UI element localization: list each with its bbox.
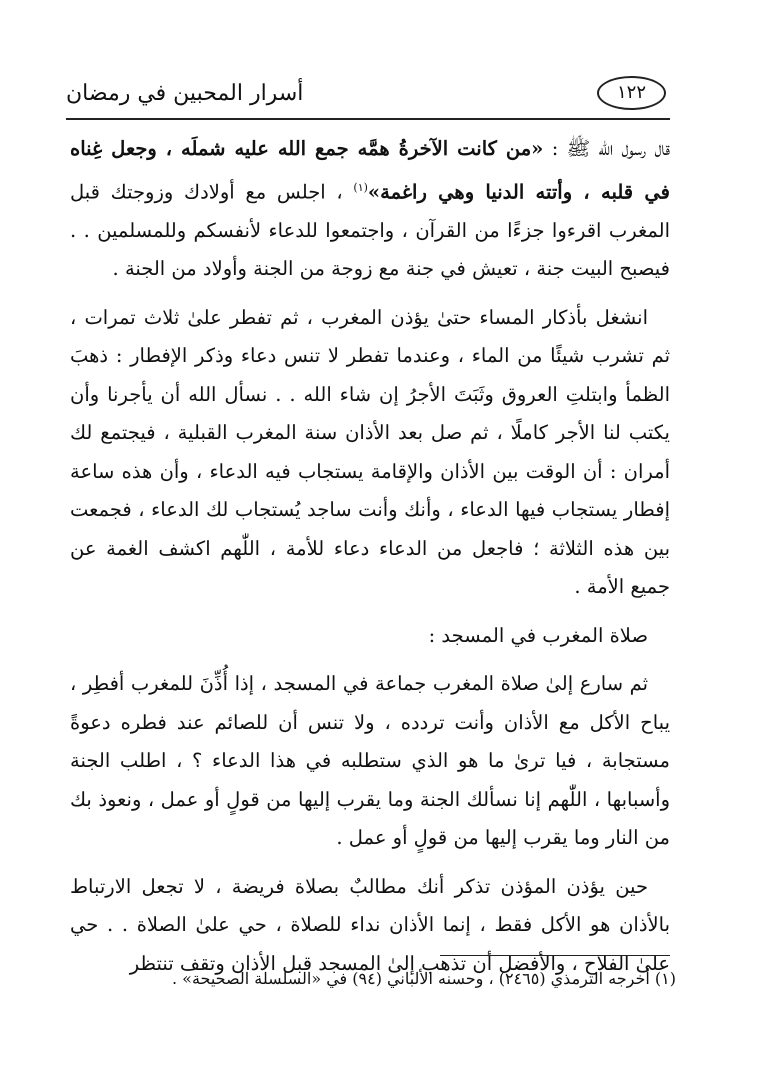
page-header — [66, 70, 666, 116]
paragraph-1 — [70, 130, 670, 289]
paragraph-2: انشغل بأذكار المساء حتىٰ يؤذن المغرب ، ثم تفطر علىٰ ثلاث تمرات ، ثم تشرب شيئًا من الماء ، وعندما تفطر لا تنس دعاء وذكر الإفطار : ذهبَ الظمأ وابتلتِ العروق وثَبَتَ الأجرُ إن شاء الله . . نسأل الله أن يأجرنا وأن يكتب لنا الأجر كاملًا ، ثم صل بعد الأذان سنة المغرب القبلية ، فيجتمع لك أمران : أن الوقت بين الأذان والإقامة يستجاب فيه الدعاء ، وأن هذه ساعة إفطار يستجاب فيها الدعاء ، وأنك وأنت ساجد يُستجاب لك الدعاء ، فجمعت بين هذه الثلاثة ؛ فاجعل من الدعاء دعاء للأمة ، اللّٰهم اكشف الغمة عن جميع الأمة . — [70, 305, 670, 598]
hadith-intro: قال رسول الله ﷺ : — [543, 137, 670, 160]
header-rule — [66, 118, 670, 120]
section-heading: صلاة المغرب في المسجد : — [428, 623, 648, 647]
paragraph-4: حين يؤذن المؤذن تذكر أنك مطالبٌ بصلاة فريضة ، لا تجعل الارتباط بالأذان هو الأكل فقط ، إنما الأذان نداء للصلاة ، حي علىٰ الصلاة . . حي علىٰ الفلاح ، والأفضل أن تذهب إلىٰ المسجد قبل الأذان وتقف تنتظر — [70, 874, 670, 975]
running-title: أسرار المحبين في رمضان — [66, 80, 304, 106]
paragraph-3: ثم سارع إلىٰ صلاة المغرب جماعة في المسجد ، إذا أُذِّنَ للمغرب أفطِر ، يباح الأكل مع الأذان وأنت تردده ، ولا تنس أن للصائم عند فطره دعوةً مستجابة ، فيا ترىٰ ما هو الذي ستطلبه في هذا الدعاء ؟ ، اطلب الجنة وأسبابها ، اللّٰهم إنا نسألك الجنة وما يقرب إليها من قولٍ أو عمل ، ونعوذ بك من النار وما يقرب إليها من قولٍ أو عمل . — [70, 672, 670, 849]
hadith-quote: «من كانت الآخرةُ همَّه جمع الله عليه شملَه ، وجعل غِناه في قلبه ، وأتته الدنيا وهي راغمة» — [70, 137, 670, 203]
footnote-ref: (١) — [353, 180, 368, 194]
footnote: (١) أخرجه الترمذي (٢٤٦٥) ، وحسنه الألباني (٩٤) في «السلسلة الصحيحة» . — [171, 969, 676, 988]
footnote-rule — [440, 955, 670, 956]
body-text — [70, 130, 670, 993]
page-number: ١٢٢ — [597, 76, 666, 110]
paragraph-1-rest: ، اجلس مع أولادك وزوجتك قبل المغرب اقرءوا جزءًا من القرآن ، واجتمعوا للدعاء لأنفسكم وللمسلمين . . فيصبح البيت جنة ، تعيش في جنة مع زوجة من الجنة وأولاد من الجنة . — [70, 180, 670, 280]
